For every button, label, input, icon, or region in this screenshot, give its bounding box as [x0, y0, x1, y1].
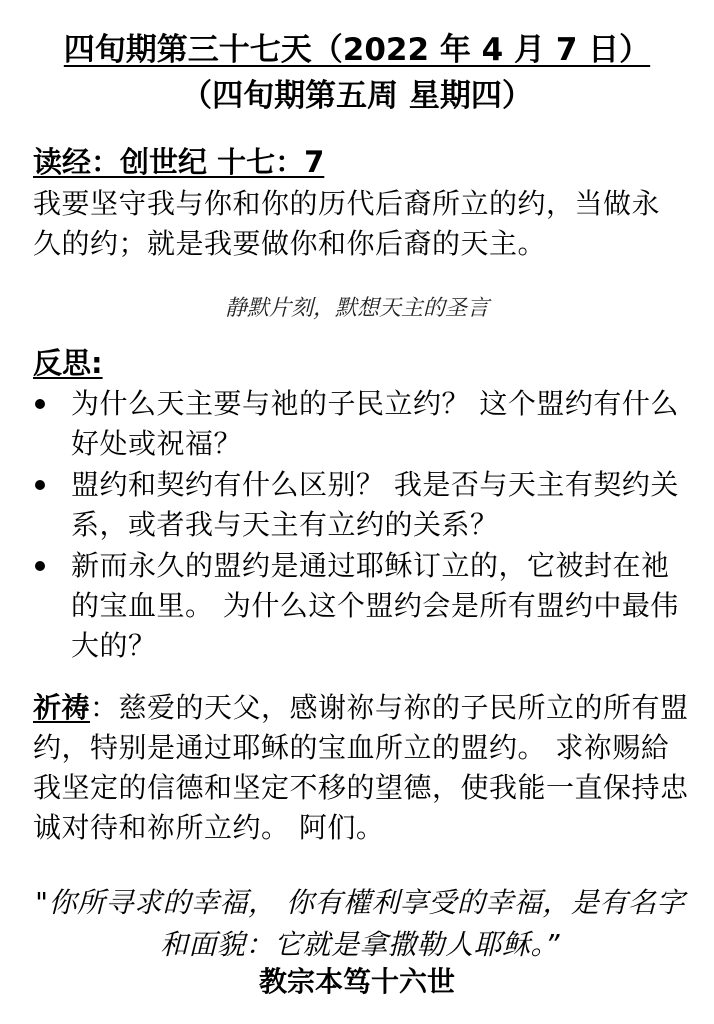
reflection-list [33, 384, 693, 667]
list-item [33, 465, 693, 545]
meditation-prompt: 静默片刻，默想天主的圣言 [224, 296, 489, 321]
page-title [0, 30, 714, 70]
quote-attribution: 教宗本笃十六世 [258, 965, 455, 998]
bullet-icon [35, 480, 45, 490]
page-subtitle: （四旬期第五周 星期四） [181, 78, 533, 114]
closing-quote: "你所寻求的幸福， 你有權利享受的幸福，是有名字和面貌：它就是拿撒勒人耶稣。” [35, 886, 685, 961]
list-item [33, 384, 693, 464]
bullet-icon [35, 561, 45, 571]
reflection-question: 新而永久的盟约是通过耶稣订立的，它被封在祂的宝血里。 为什么这个盟约会是所有盟约中最伟大的？ [71, 549, 679, 662]
bullet-icon [35, 399, 45, 409]
prayer-paragraph [33, 688, 693, 848]
reflection-question: 为什么天主要与祂的子民立约？ 这个盟约有什么好处或祝福？ [71, 387, 679, 460]
prayer-label: 祈祷 [33, 691, 91, 724]
reading-heading: 读经：创世纪 十七：7 [33, 145, 325, 179]
prayer-text: 慈爱的天父，感谢祢与祢的子民所立的所有盟约，特别是通过耶稣的宝血所立的盟约。 求祢赐給我坚定的信德和坚定不移的望德，使我能一直保持忠诚对待和祢所立约。 阿们。 [33, 691, 689, 844]
prayer-colon: ： [90, 691, 119, 724]
reading-text: 我要坚守我与你和你的历代后裔所立的约，当做永久的约；就是我要做你和你后裔的天主。 [33, 187, 661, 260]
page-title-text: 四旬期第三十七天（2022 年 4 月 7 日） [63, 32, 651, 68]
list-item [33, 546, 693, 666]
reflection-heading: 反思: [33, 346, 103, 380]
reflection-question: 盟约和契约有什么区别？ 我是否与天主有契约关系，或者我与天主有立约的关系？ [71, 468, 679, 541]
